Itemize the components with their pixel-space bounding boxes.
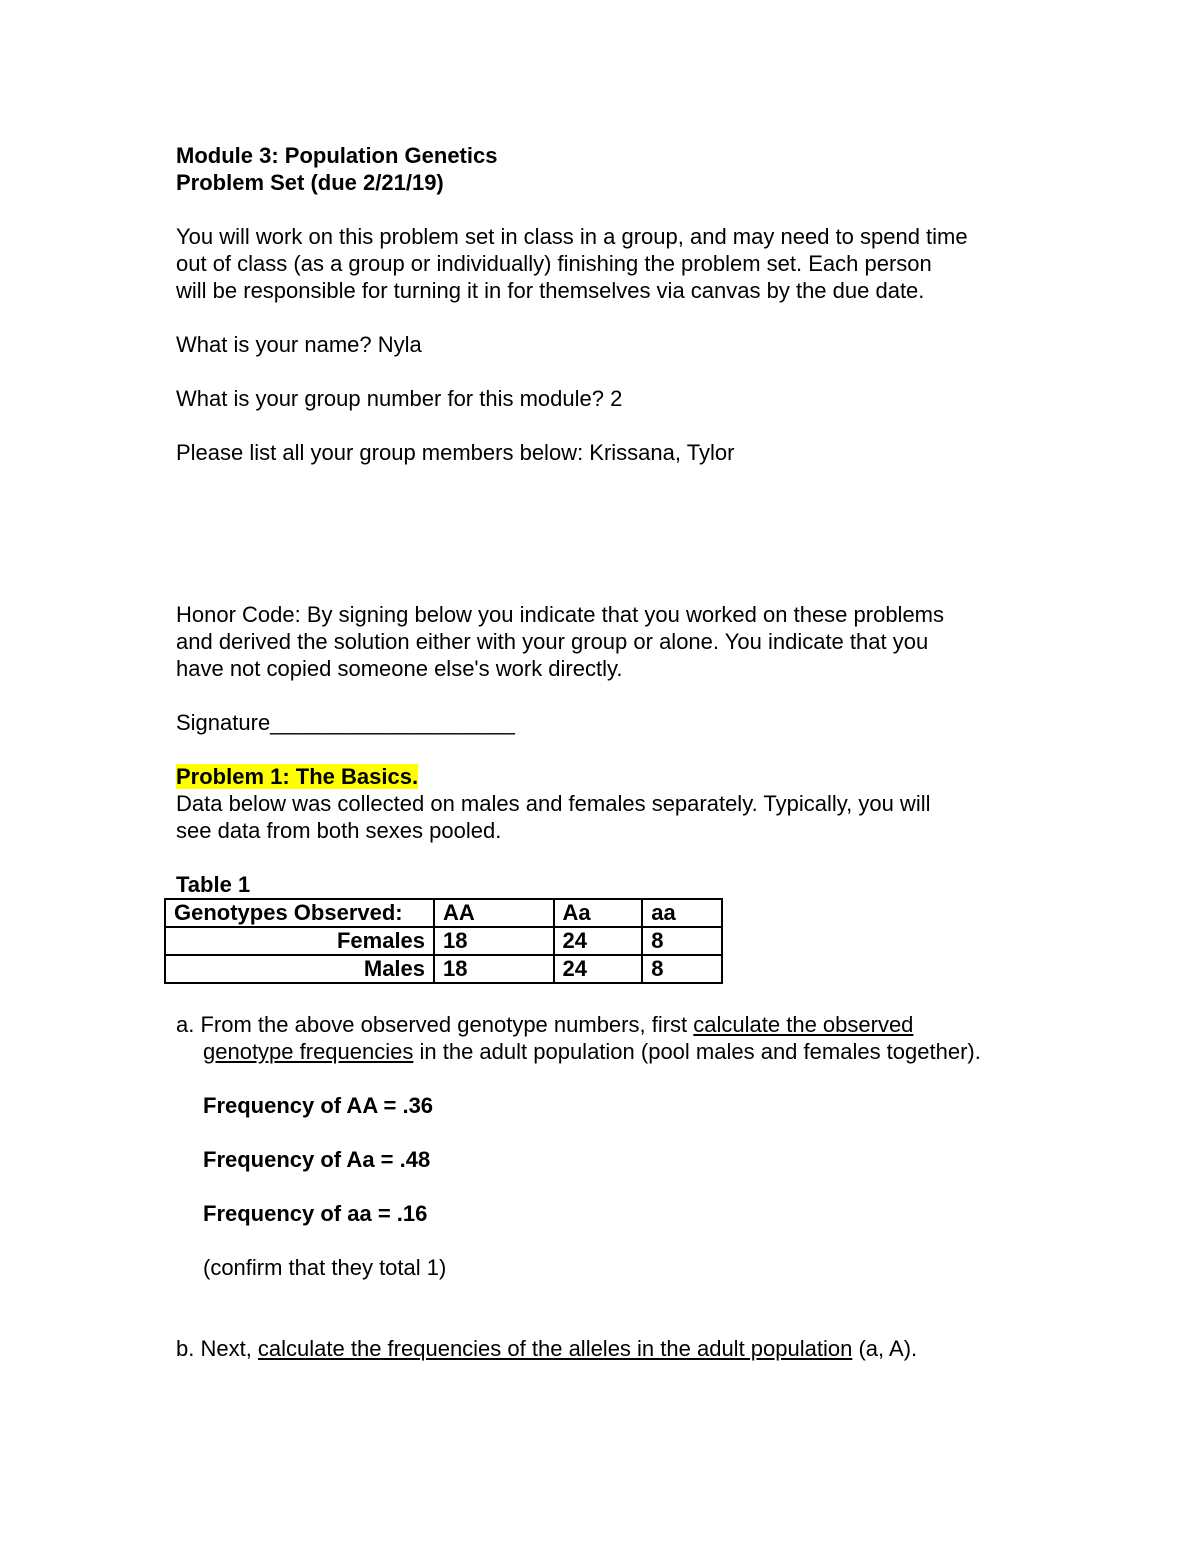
part-b-question: b. Next, calculate the frequencies of the alleles in the adult population (a, A). — [176, 1336, 918, 1361]
honor-code-line-3: have not copied someone else's work directly. — [176, 656, 623, 681]
table-header-cell: AA — [434, 899, 554, 927]
freq-AA: Frequency of AA = .36 — [203, 1093, 434, 1118]
table-row — [165, 927, 722, 955]
table-header-cell: aa — [642, 899, 722, 927]
part-a-question: a. From the above observed genotype numbers, first calculate the observed genotype frequencies in the adult population (pool males and females together). — [176, 1012, 981, 1064]
freq-Aa: Frequency of Aa = .48 — [203, 1147, 431, 1172]
table-header-row — [165, 899, 722, 927]
table-cell: 8 — [642, 927, 722, 955]
document-page — [176, 142, 1056, 1362]
table-row-label: Females — [165, 927, 434, 955]
table-header-cell: Aa — [554, 899, 643, 927]
problem1-desc-line-2: see data from both sexes pooled. — [176, 818, 502, 843]
document-subtitle: Problem Set (due 2/21/19) — [176, 170, 444, 195]
document-title: Module 3: Population Genetics — [176, 143, 498, 168]
signature-line: Signature____________________ — [176, 710, 515, 735]
table-cell: 24 — [554, 955, 643, 983]
honor-code-line-1: Honor Code: By signing below you indicate that you worked on these problems — [176, 602, 945, 627]
problem1-heading: Problem 1: The Basics. — [176, 764, 419, 789]
honor-code-line-2: and derived the solution either with your group or alone. You indicate that you — [176, 629, 929, 654]
table-cell: 8 — [642, 955, 722, 983]
problem1-desc-line-1: Data below was collected on males and females separately. Typically, you will — [176, 791, 931, 816]
table-cell: 18 — [434, 927, 554, 955]
table-row-label: Males — [165, 955, 434, 983]
intro-line-2: out of class (as a group or individually) finishing the problem set. Each person — [176, 251, 932, 276]
table-title: Table 1 — [176, 872, 251, 897]
confirm-total: (confirm that they total 1) — [203, 1255, 447, 1280]
table-header-cell: Genotypes Observed: — [165, 899, 434, 927]
group-number-question: What is your group number for this module? 2 — [176, 386, 623, 411]
table-cell: 24 — [554, 927, 643, 955]
part-a-underlined: calculate the observed genotype frequencies — [203, 1012, 914, 1064]
name-question: What is your name? Nyla — [176, 332, 422, 357]
table-row — [165, 955, 722, 983]
table-cell: 18 — [434, 955, 554, 983]
intro-line-1: You will work on this problem set in class in a group, and may need to spend time — [176, 224, 968, 249]
genotype-table — [164, 898, 723, 984]
freq-aa: Frequency of aa = .16 — [203, 1201, 428, 1226]
intro-line-3: will be responsible for turning it in for themselves via canvas by the due date. — [176, 278, 925, 303]
group-members-question: Please list all your group members below: Krissana, Tylor — [176, 440, 735, 465]
part-b-underlined: calculate the frequencies of the alleles in the adult population — [257, 1336, 853, 1361]
